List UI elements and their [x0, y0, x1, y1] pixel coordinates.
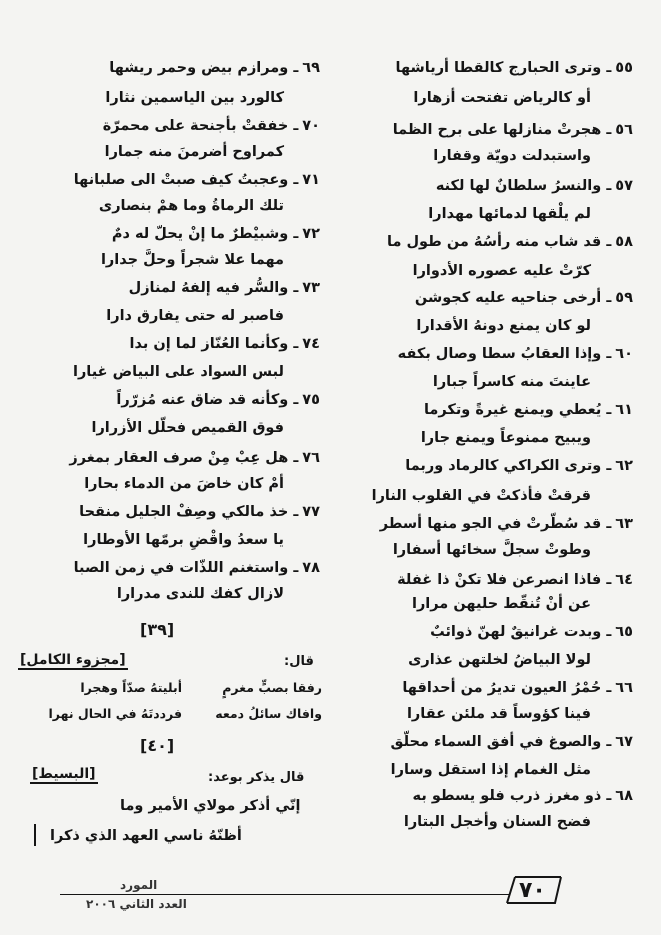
verse-line: ٦٠ـ وإذا العقابُ سطا وصال بكفه — [397, 346, 633, 362]
verse-line: فينا كؤوساً قد ملئن عقارا — [406, 706, 591, 722]
verse-line: ٥٦ـ هجرتْ منازلها على برح الظما — [392, 122, 633, 138]
verse-line: ٧٠ـ خفقتْ بأجنحة على محمرّة — [102, 118, 320, 134]
verse-line: ويبيح ممنوعاً ويمنع جارا — [420, 430, 591, 446]
verse-line: عن أنْ تُنقّط حليهن مرارا — [411, 596, 591, 612]
verse-line: ٦١ـ يُعطي ويمنع غيرةً وتكرما — [423, 402, 633, 418]
verse-line: ٦٦ـ حُمْرُ العيون تديرُ من أحداقها — [402, 680, 633, 696]
verse-line: فاصبر له حتى يفارق دارا — [106, 308, 284, 324]
footer-rule — [60, 894, 510, 895]
hemistich: وافاك سائلُ دمعه — [215, 706, 322, 721]
verse-line: لولا البياضُ لخلتهن عذارى — [408, 652, 591, 668]
verse-line: فضح السنان وأخجل البتارا — [403, 814, 591, 830]
verse-line: ٧٤ـ وكأنما العُنّاز لما إن بدا — [129, 336, 320, 352]
verse-line: كمراوح أضرمنَ منه جمارا — [104, 144, 284, 160]
verse-line: لازال كفك للندى مدرارا — [116, 586, 284, 602]
verse-line: واستبدلت دويّة وقفارا — [433, 148, 591, 164]
verse-line: مثل الغمام إذا استقل وسارا — [390, 762, 591, 778]
said-label: قال: — [284, 654, 314, 669]
verse-line: وطوتْ سجلَّ سخائها أسفارا — [392, 542, 591, 558]
poem-number: [٤٠] — [140, 736, 175, 755]
verse-line: ٧٥ـ وكأنه قد ضاق عنه مُزرّراً — [116, 392, 320, 408]
hemistich: فرددتَهُ في الحال نهرا — [48, 706, 182, 721]
said-label: قال يذكر بوعد: — [208, 770, 305, 785]
verse-line: ٥٨ـ قد شاب منه رأسُهُ من طول ما — [387, 234, 633, 250]
verse-line: لم يلْقها لدمائها مهدارا — [428, 206, 591, 222]
verse-line: ٧٣ـ والسُّر فيه إلفهُ لمنازل — [128, 280, 320, 296]
journal-name: المورد — [120, 878, 158, 892]
verse-line: ٦٤ـ فاذا انصرعن فلا تكنْ ذا غفلة — [397, 572, 633, 588]
verse-line: ٧٢ـ وشبيْطرٌ ما إنْ يحلّ له دمٌ — [111, 226, 320, 242]
verse-line: أو كالرياض تفتحت أزهارا — [413, 90, 591, 106]
verse-line: لبس السواد على البياض غيارا — [72, 364, 284, 380]
verse-line: ٦٩ـ ومرازم بيض وحمر ريشها — [109, 60, 320, 76]
page-number-box — [505, 875, 565, 905]
verse-line: ٥٩ـ أرخى جناحيه عليه كجوشن — [414, 290, 633, 306]
hemistich: رفقا بصبٍّ مغرمٍ — [222, 680, 322, 695]
verse-line: كالورد بين الياسمين نثارا — [105, 90, 284, 106]
verse-line: إنّي أذكر مولاي الأمير وما — [120, 798, 301, 814]
verse-line: ٦٥ـ وبدت غرانيقٌ لهنّ ذوائبٌ — [430, 624, 633, 640]
journal-issue: العدد الثاني ٢٠٠٦ — [86, 897, 187, 911]
meter-label: [مجزوء الكامل] — [20, 652, 126, 668]
verse-line: تلك الرماةُ وما همْ بنصارى — [98, 198, 284, 214]
verse-line: ٧٧ـ خذ مالكي وصِفْ الجليل منقحا — [79, 504, 320, 520]
verse-line: أظنّهُ ناسي العهد الذي ذكرا — [50, 828, 242, 844]
verse-line: ٧١ـ وعجبتُ كيف صبتْ الى صلبانها — [73, 172, 320, 188]
verse-line: أمْ كان خاضَ من الدماء بحارا — [84, 476, 284, 492]
verse-line: مهما علا شجراً وحلَّ جدارا — [100, 252, 284, 268]
page-number: ٧٠ — [519, 878, 546, 903]
verse-line: ٥٥ـ وترى الحبارج كالقطا أرياشها — [395, 60, 633, 76]
verse-line: ٦٧ـ والصوغ في أفق السماء محلّق — [390, 734, 633, 750]
margin-mark — [34, 824, 36, 846]
verse-line: ٦٢ـ وترى الكراكي كالرماد وربما — [405, 458, 633, 474]
verse-line: كرّتْ عليه عصوره الأدوارا — [412, 263, 591, 279]
verse-line: لو كان يمنع دونهُ الأقدارا — [416, 318, 591, 334]
meter-label: [البسيط] — [32, 766, 96, 782]
hemistich: أبليتهُ صدّاً وهجرا — [80, 680, 182, 695]
verse-line: يا سعدُ واقْضِ برمّها الأوطارا — [83, 532, 284, 548]
verse-line: فوق القميص فحلّل الأزرارا — [91, 420, 284, 436]
verse-line: ٧٨ـ واستغنم اللذّات في زمن الصبا — [73, 560, 320, 576]
verse-line: قرقتْ فأذكتْ في القلوب النارا — [371, 488, 591, 504]
verse-line: ٦٣ـ قد سُطّرتْ في الجو منها أسطر — [379, 516, 633, 532]
poem-number: [٣٩] — [140, 620, 175, 639]
verse-line: عاينتَ منه كاسراً جبارا — [432, 374, 591, 390]
verse-line: ٧٦ـ هل عِبْ مِنْ صرف العقار بمغرز — [69, 450, 320, 466]
verse-line: ٦٨ـ ذو مغرز ذرب فلو يسطو به — [412, 788, 633, 804]
verse-line: ٥٧ـ والنسرُ سلطانٌ لها لكنه — [435, 178, 633, 194]
